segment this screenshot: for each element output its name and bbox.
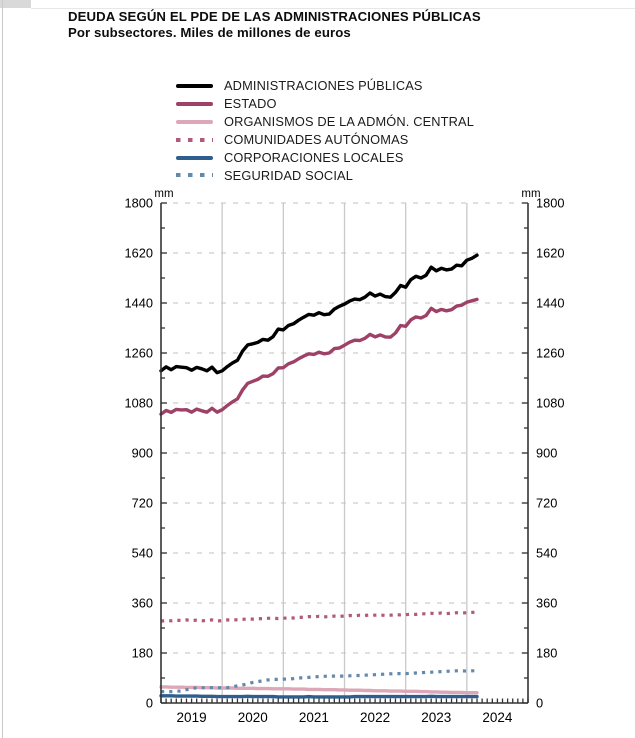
legend-label: SEGURIDAD SOCIAL xyxy=(224,167,353,183)
y-label-right-1260: 1260 xyxy=(536,345,565,361)
legend-label: ADMINISTRACIONES PÚBLICAS xyxy=(224,78,423,94)
y-label-right-0: 0 xyxy=(536,695,544,711)
y-label-left-900: 900 xyxy=(131,445,153,461)
y-label-left-1260: 1260 xyxy=(124,345,153,361)
legend-label: ORGANISMOS DE LA ADMÓN. CENTRAL xyxy=(224,114,474,130)
unit-label-left: mm xyxy=(154,188,174,200)
y-label-left-540: 540 xyxy=(131,545,153,561)
x-axis-labels xyxy=(177,710,513,725)
y-label-right-1440: 1440 xyxy=(536,295,565,311)
chart-title: DEUDA SEGÚN EL PDE DE LAS ADMINISTRACIONES PÚBLICAS xyxy=(68,9,481,24)
y-label-right-1800: 1800 xyxy=(536,195,565,211)
x-label-2019: 2019 xyxy=(176,710,207,725)
y-label-right-180: 180 xyxy=(536,645,558,661)
series-corporaciones-locales xyxy=(161,696,477,697)
chart-subtitle: Por subsectores. Miles de millones de euros xyxy=(68,25,351,40)
legend-label: CORPORACIONES LOCALES xyxy=(224,150,404,165)
y-label-right-1620: 1620 xyxy=(536,245,565,261)
y-label-left-1800: 1800 xyxy=(124,195,153,211)
unit-labels xyxy=(154,188,540,200)
y-label-left-1080: 1080 xyxy=(124,395,153,411)
y-label-right-360: 360 xyxy=(536,595,558,611)
y-label-right-1080: 1080 xyxy=(536,395,565,411)
y-label-left-1440: 1440 xyxy=(124,295,153,311)
x-label-2020: 2020 xyxy=(237,710,268,725)
series-comunidades-autonomas xyxy=(161,612,477,621)
series-estado xyxy=(161,299,477,414)
x-label-2023: 2023 xyxy=(421,710,452,725)
y-label-right-900: 900 xyxy=(536,445,558,461)
y-label-left-720: 720 xyxy=(131,495,153,511)
y-label-left-360: 360 xyxy=(131,595,153,611)
y-label-left-0: 0 xyxy=(145,695,153,711)
legend-label: ESTADO xyxy=(224,96,277,112)
unit-label-right: mm xyxy=(521,188,541,200)
y-label-left-1620: 1620 xyxy=(124,245,153,261)
y-label-right-720: 720 xyxy=(536,495,558,511)
x-label-2022: 2022 xyxy=(360,710,391,725)
x-label-2024: 2024 xyxy=(482,710,513,725)
series-administraciones-publicas xyxy=(161,255,477,373)
y-label-left-180: 180 xyxy=(131,645,153,661)
x-label-2021: 2021 xyxy=(298,710,329,725)
series-organismos-de-la-admon-central xyxy=(161,687,477,693)
legend-label: COMUNIDADES AUTÓNOMAS xyxy=(224,132,409,148)
y-label-right-540: 540 xyxy=(536,545,558,561)
